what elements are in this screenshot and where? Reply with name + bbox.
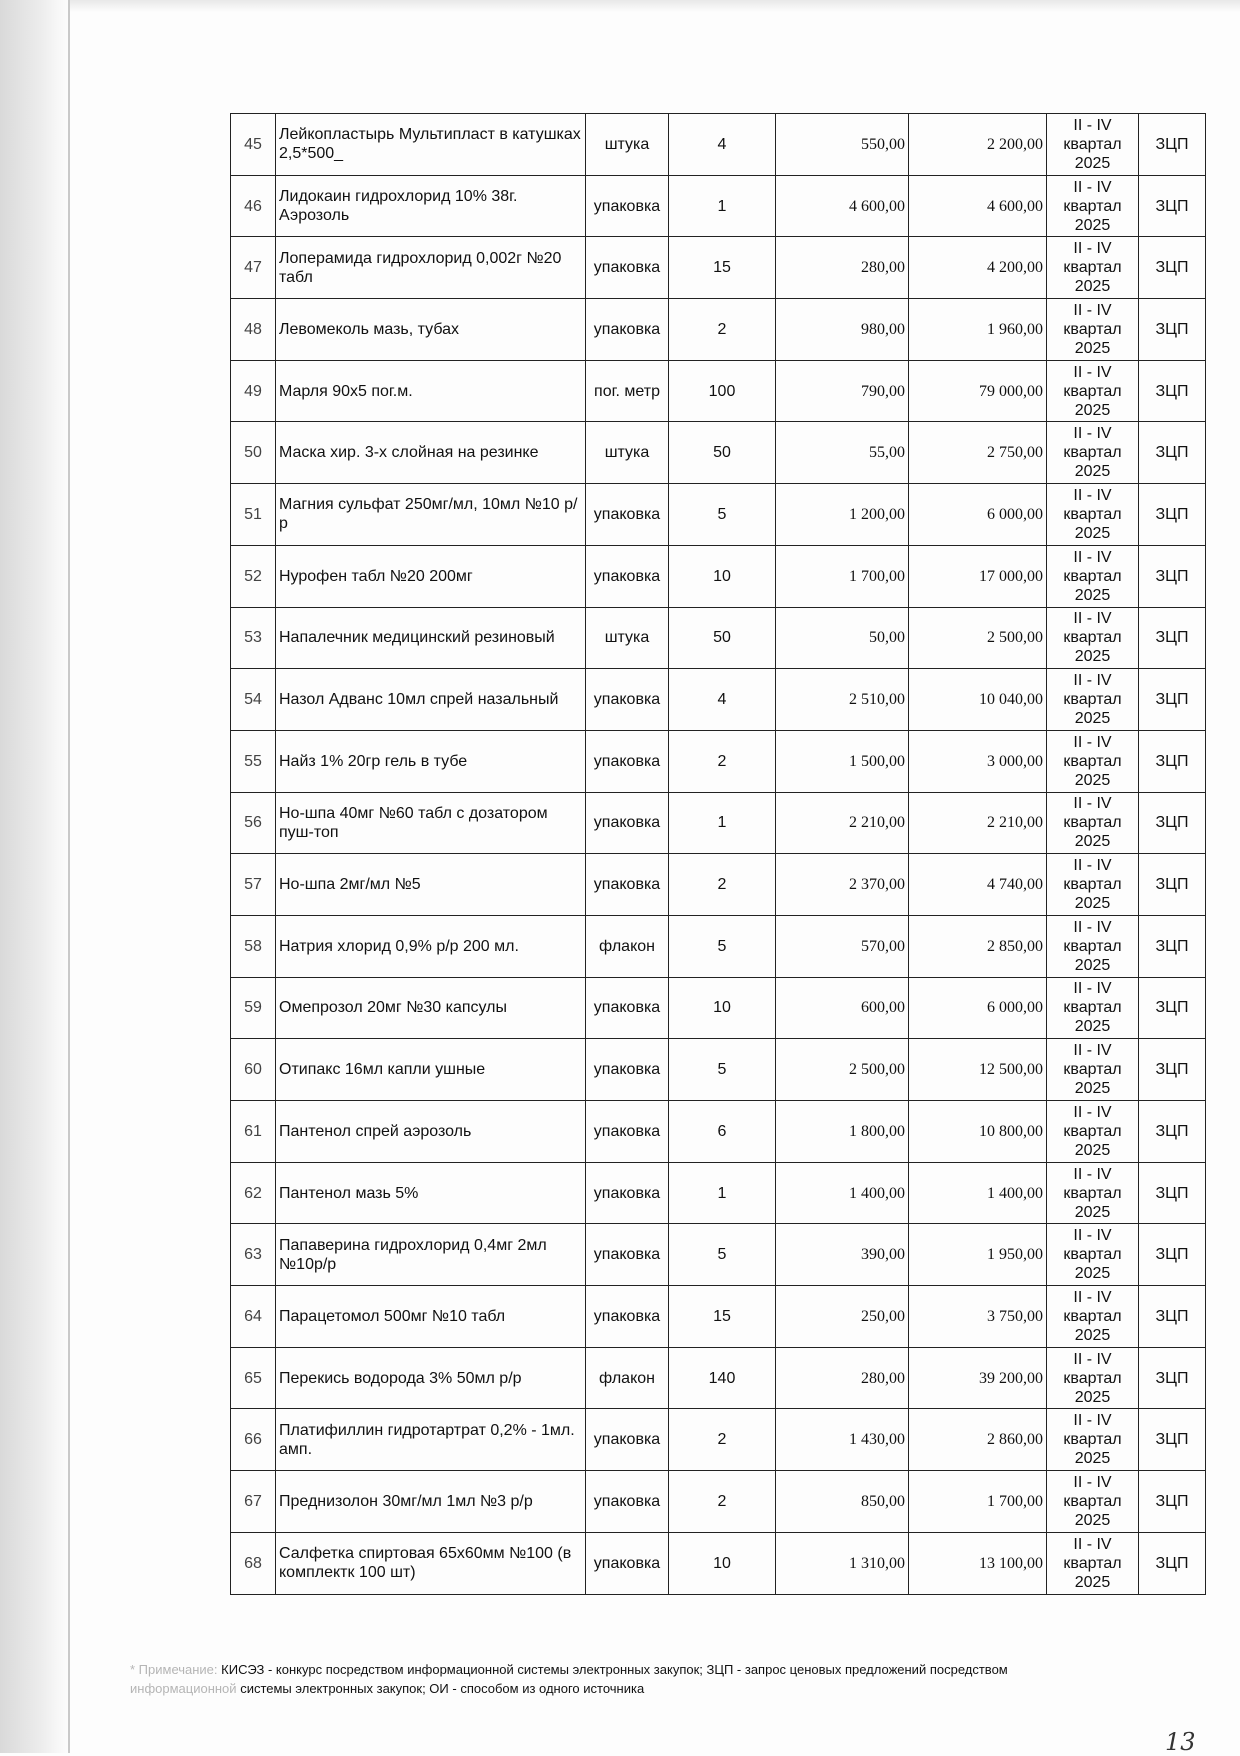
table-row xyxy=(231,915,1206,977)
footnote-prefix: * Примечание: xyxy=(130,1662,218,1677)
total-amount-cell: 1 400,00 xyxy=(909,1162,1047,1224)
item-name-cell: Марля 90х5 пог.м. xyxy=(276,360,586,422)
total-amount-cell: 79 000,00 xyxy=(909,360,1047,422)
table-row xyxy=(231,1224,1206,1286)
table-row xyxy=(231,977,1206,1039)
quantity-cell: 1 xyxy=(669,175,776,237)
procurement-method-cell: ЗЦП xyxy=(1139,669,1206,731)
total-amount-cell: 12 500,00 xyxy=(909,1039,1047,1101)
row-number-cell: 45 xyxy=(231,114,276,176)
delivery-period-cell: II - IV квартал 2025 xyxy=(1047,1039,1139,1101)
delivery-period-cell: II - IV квартал 2025 xyxy=(1047,237,1139,299)
unit-price-cell: 790,00 xyxy=(776,360,909,422)
unit-price-cell: 2 370,00 xyxy=(776,854,909,916)
total-amount-cell: 13 100,00 xyxy=(909,1532,1047,1594)
table-row xyxy=(231,607,1206,669)
table-row xyxy=(231,1409,1206,1471)
procurement-table xyxy=(230,113,1206,1595)
procurement-method-cell: ЗЦП xyxy=(1139,1409,1206,1471)
total-amount-cell: 2 860,00 xyxy=(909,1409,1047,1471)
unit-price-cell: 50,00 xyxy=(776,607,909,669)
unit-price-cell: 570,00 xyxy=(776,915,909,977)
procurement-method-cell: ЗЦП xyxy=(1139,360,1206,422)
unit-of-measure-cell: штука xyxy=(586,422,669,484)
item-name-cell: Папаверина гидрохлорид 0,4мг 2мл №10р/р xyxy=(276,1224,586,1286)
row-number-cell: 52 xyxy=(231,545,276,607)
unit-of-measure-cell: упаковка xyxy=(586,175,669,237)
item-name-cell: Нурофен табл №20 200мг xyxy=(276,545,586,607)
total-amount-cell: 17 000,00 xyxy=(909,545,1047,607)
unit-price-cell: 2 500,00 xyxy=(776,1039,909,1101)
table-row xyxy=(231,360,1206,422)
procurement-method-cell: ЗЦП xyxy=(1139,422,1206,484)
footnote-text-2: системы электронных закупок; ОИ - способом из одного источника xyxy=(240,1681,645,1696)
total-amount-cell: 2 210,00 xyxy=(909,792,1047,854)
item-name-cell: Но-шпа 40мг №60 табл с дозатором пуш-топ xyxy=(276,792,586,854)
unit-price-cell: 55,00 xyxy=(776,422,909,484)
unit-of-measure-cell: упаковка xyxy=(586,237,669,299)
total-amount-cell: 4 600,00 xyxy=(909,175,1047,237)
table-row xyxy=(231,1471,1206,1533)
procurement-method-cell: ЗЦП xyxy=(1139,1162,1206,1224)
item-name-cell: Парацетомол 500мг №10 табл xyxy=(276,1286,586,1348)
quantity-cell: 140 xyxy=(669,1347,776,1409)
delivery-period-cell: II - IV квартал 2025 xyxy=(1047,669,1139,731)
row-number-cell: 50 xyxy=(231,422,276,484)
unit-of-measure-cell: упаковка xyxy=(586,484,669,546)
delivery-period-cell: II - IV квартал 2025 xyxy=(1047,1347,1139,1409)
table-row xyxy=(231,1347,1206,1409)
quantity-cell: 2 xyxy=(669,730,776,792)
procurement-method-cell: ЗЦП xyxy=(1139,1471,1206,1533)
unit-price-cell: 1 800,00 xyxy=(776,1101,909,1163)
unit-of-measure-cell: флакон xyxy=(586,915,669,977)
scan-fold-line xyxy=(68,0,70,1753)
unit-price-cell: 550,00 xyxy=(776,114,909,176)
total-amount-cell: 2 850,00 xyxy=(909,915,1047,977)
item-name-cell: Омепрозол 20мг №30 капсулы xyxy=(276,977,586,1039)
total-amount-cell: 6 000,00 xyxy=(909,484,1047,546)
procurement-method-cell: ЗЦП xyxy=(1139,915,1206,977)
procurement-method-cell: ЗЦП xyxy=(1139,114,1206,176)
unit-price-cell: 2 510,00 xyxy=(776,669,909,731)
delivery-period-cell: II - IV квартал 2025 xyxy=(1047,1101,1139,1163)
quantity-cell: 1 xyxy=(669,1162,776,1224)
unit-price-cell: 1 500,00 xyxy=(776,730,909,792)
quantity-cell: 2 xyxy=(669,854,776,916)
procurement-method-cell: ЗЦП xyxy=(1139,1039,1206,1101)
unit-of-measure-cell: упаковка xyxy=(586,1224,669,1286)
unit-of-measure-cell: упаковка xyxy=(586,854,669,916)
row-number-cell: 48 xyxy=(231,299,276,361)
unit-of-measure-cell: флакон xyxy=(586,1347,669,1409)
delivery-period-cell: II - IV квартал 2025 xyxy=(1047,422,1139,484)
table-row xyxy=(231,175,1206,237)
table-row xyxy=(231,669,1206,731)
row-number-cell: 60 xyxy=(231,1039,276,1101)
delivery-period-cell: II - IV квартал 2025 xyxy=(1047,607,1139,669)
procurement-method-cell: ЗЦП xyxy=(1139,1532,1206,1594)
unit-of-measure-cell: пог. метр xyxy=(586,360,669,422)
procurement-method-cell: ЗЦП xyxy=(1139,175,1206,237)
scan-top-edge xyxy=(70,0,1240,12)
quantity-cell: 5 xyxy=(669,1224,776,1286)
row-number-cell: 68 xyxy=(231,1532,276,1594)
total-amount-cell: 3 750,00 xyxy=(909,1286,1047,1348)
row-number-cell: 62 xyxy=(231,1162,276,1224)
table-row xyxy=(231,1162,1206,1224)
item-name-cell: Натрия хлорид 0,9% р/р 200 мл. xyxy=(276,915,586,977)
row-number-cell: 53 xyxy=(231,607,276,669)
delivery-period-cell: II - IV квартал 2025 xyxy=(1047,360,1139,422)
unit-price-cell: 1 430,00 xyxy=(776,1409,909,1471)
unit-of-measure-cell: штука xyxy=(586,114,669,176)
unit-price-cell: 250,00 xyxy=(776,1286,909,1348)
item-name-cell: Но-шпа 2мг/мл №5 xyxy=(276,854,586,916)
item-name-cell: Лейкопластырь Мультипласт в катушках 2,5*500_ xyxy=(276,114,586,176)
quantity-cell: 5 xyxy=(669,915,776,977)
scan-shadow-edge xyxy=(0,0,70,1753)
unit-of-measure-cell: упаковка xyxy=(586,1532,669,1594)
footnote xyxy=(130,1660,1130,1698)
footnote-faded-word: информационной xyxy=(130,1681,237,1696)
row-number-cell: 46 xyxy=(231,175,276,237)
procurement-method-cell: ЗЦП xyxy=(1139,730,1206,792)
item-name-cell: Маска хир. 3-х слойная на резинке xyxy=(276,422,586,484)
unit-price-cell: 980,00 xyxy=(776,299,909,361)
procurement-method-cell: ЗЦП xyxy=(1139,977,1206,1039)
total-amount-cell: 10 800,00 xyxy=(909,1101,1047,1163)
item-name-cell: Пантенол мазь 5% xyxy=(276,1162,586,1224)
procurement-method-cell: ЗЦП xyxy=(1139,1224,1206,1286)
procurement-method-cell: ЗЦП xyxy=(1139,1286,1206,1348)
procurement-method-cell: ЗЦП xyxy=(1139,484,1206,546)
unit-of-measure-cell: штука xyxy=(586,607,669,669)
item-name-cell: Назол Адванс 10мл спрей назальный xyxy=(276,669,586,731)
total-amount-cell: 1 960,00 xyxy=(909,299,1047,361)
unit-price-cell: 850,00 xyxy=(776,1471,909,1533)
total-amount-cell: 3 000,00 xyxy=(909,730,1047,792)
quantity-cell: 2 xyxy=(669,1471,776,1533)
item-name-cell: Салфетка спиртовая 65х60мм №100 (в комплектк 100 шт) xyxy=(276,1532,586,1594)
item-name-cell: Напалечник медицинский резиновый xyxy=(276,607,586,669)
quantity-cell: 5 xyxy=(669,484,776,546)
delivery-period-cell: II - IV квартал 2025 xyxy=(1047,1409,1139,1471)
table-row xyxy=(231,1286,1206,1348)
procurement-method-cell: ЗЦП xyxy=(1139,545,1206,607)
delivery-period-cell: II - IV квартал 2025 xyxy=(1047,730,1139,792)
unit-of-measure-cell: упаковка xyxy=(586,1286,669,1348)
quantity-cell: 50 xyxy=(669,422,776,484)
procurement-method-cell: ЗЦП xyxy=(1139,1101,1206,1163)
handwritten-page-number: 13 xyxy=(1165,1728,1196,1756)
table-row xyxy=(231,114,1206,176)
table-row xyxy=(231,545,1206,607)
delivery-period-cell: II - IV квартал 2025 xyxy=(1047,114,1139,176)
procurement-method-cell: ЗЦП xyxy=(1139,299,1206,361)
delivery-period-cell: II - IV квартал 2025 xyxy=(1047,1532,1139,1594)
item-name-cell: Отипакс 16мл капли ушные xyxy=(276,1039,586,1101)
row-number-cell: 67 xyxy=(231,1471,276,1533)
item-name-cell: Левомеколь мазь, тубах xyxy=(276,299,586,361)
unit-price-cell: 1 700,00 xyxy=(776,545,909,607)
table-row xyxy=(231,1039,1206,1101)
total-amount-cell: 2 750,00 xyxy=(909,422,1047,484)
item-name-cell: Перекись водорода 3% 50мл р/р xyxy=(276,1347,586,1409)
item-name-cell: Найз 1% 20гр гель в тубе xyxy=(276,730,586,792)
unit-of-measure-cell: упаковка xyxy=(586,545,669,607)
unit-of-measure-cell: упаковка xyxy=(586,1471,669,1533)
unit-of-measure-cell: упаковка xyxy=(586,1162,669,1224)
quantity-cell: 2 xyxy=(669,299,776,361)
unit-of-measure-cell: упаковка xyxy=(586,730,669,792)
unit-price-cell: 1 200,00 xyxy=(776,484,909,546)
quantity-cell: 10 xyxy=(669,1532,776,1594)
total-amount-cell: 39 200,00 xyxy=(909,1347,1047,1409)
delivery-period-cell: II - IV квартал 2025 xyxy=(1047,854,1139,916)
row-number-cell: 56 xyxy=(231,792,276,854)
table-row xyxy=(231,484,1206,546)
procurement-method-cell: ЗЦП xyxy=(1139,792,1206,854)
table-row xyxy=(231,854,1206,916)
unit-price-cell: 2 210,00 xyxy=(776,792,909,854)
quantity-cell: 2 xyxy=(669,1409,776,1471)
quantity-cell: 100 xyxy=(669,360,776,422)
total-amount-cell: 10 040,00 xyxy=(909,669,1047,731)
row-number-cell: 55 xyxy=(231,730,276,792)
unit-price-cell: 600,00 xyxy=(776,977,909,1039)
row-number-cell: 54 xyxy=(231,669,276,731)
unit-price-cell: 4 600,00 xyxy=(776,175,909,237)
delivery-period-cell: II - IV квартал 2025 xyxy=(1047,977,1139,1039)
procurement-method-cell: ЗЦП xyxy=(1139,854,1206,916)
footnote-line-1 xyxy=(130,1660,1130,1679)
unit-price-cell: 390,00 xyxy=(776,1224,909,1286)
item-name-cell: Преднизолон 30мг/мл 1мл №3 р/р xyxy=(276,1471,586,1533)
unit-of-measure-cell: упаковка xyxy=(586,1101,669,1163)
row-number-cell: 66 xyxy=(231,1409,276,1471)
quantity-cell: 6 xyxy=(669,1101,776,1163)
item-name-cell: Магния сульфат 250мг/мл, 10мл №10 р/р xyxy=(276,484,586,546)
quantity-cell: 10 xyxy=(669,977,776,1039)
footnote-line-2 xyxy=(130,1679,1130,1698)
quantity-cell: 50 xyxy=(669,607,776,669)
procurement-method-cell: ЗЦП xyxy=(1139,1347,1206,1409)
unit-of-measure-cell: упаковка xyxy=(586,1039,669,1101)
row-number-cell: 49 xyxy=(231,360,276,422)
table-row xyxy=(231,1101,1206,1163)
row-number-cell: 59 xyxy=(231,977,276,1039)
quantity-cell: 15 xyxy=(669,237,776,299)
total-amount-cell: 2 200,00 xyxy=(909,114,1047,176)
row-number-cell: 51 xyxy=(231,484,276,546)
unit-of-measure-cell: упаковка xyxy=(586,1409,669,1471)
table-row xyxy=(231,299,1206,361)
delivery-period-cell: II - IV квартал 2025 xyxy=(1047,792,1139,854)
unit-price-cell: 280,00 xyxy=(776,237,909,299)
total-amount-cell: 4 200,00 xyxy=(909,237,1047,299)
delivery-period-cell: II - IV квартал 2025 xyxy=(1047,545,1139,607)
item-name-cell: Платифиллин гидротартрат 0,2% - 1мл. амп. xyxy=(276,1409,586,1471)
row-number-cell: 58 xyxy=(231,915,276,977)
delivery-period-cell: II - IV квартал 2025 xyxy=(1047,1286,1139,1348)
table-row xyxy=(231,237,1206,299)
unit-price-cell: 280,00 xyxy=(776,1347,909,1409)
delivery-period-cell: II - IV квартал 2025 xyxy=(1047,299,1139,361)
quantity-cell: 1 xyxy=(669,792,776,854)
unit-price-cell: 1 400,00 xyxy=(776,1162,909,1224)
row-number-cell: 61 xyxy=(231,1101,276,1163)
delivery-period-cell: II - IV квартал 2025 xyxy=(1047,1471,1139,1533)
quantity-cell: 15 xyxy=(669,1286,776,1348)
row-number-cell: 64 xyxy=(231,1286,276,1348)
item-name-cell: Лидокаин гидрохлорид 10% 38г. Аэрозоль xyxy=(276,175,586,237)
total-amount-cell: 6 000,00 xyxy=(909,977,1047,1039)
delivery-period-cell: II - IV квартал 2025 xyxy=(1047,484,1139,546)
quantity-cell: 4 xyxy=(669,114,776,176)
procurement-method-cell: ЗЦП xyxy=(1139,237,1206,299)
item-name-cell: Лоперамида гидрохлорид 0,002г №20 табл xyxy=(276,237,586,299)
unit-of-measure-cell: упаковка xyxy=(586,792,669,854)
delivery-period-cell: II - IV квартал 2025 xyxy=(1047,175,1139,237)
unit-price-cell: 1 310,00 xyxy=(776,1532,909,1594)
table-row xyxy=(231,730,1206,792)
total-amount-cell: 4 740,00 xyxy=(909,854,1047,916)
delivery-period-cell: II - IV квартал 2025 xyxy=(1047,1162,1139,1224)
table-row xyxy=(231,1532,1206,1594)
quantity-cell: 4 xyxy=(669,669,776,731)
total-amount-cell: 1 950,00 xyxy=(909,1224,1047,1286)
unit-of-measure-cell: упаковка xyxy=(586,299,669,361)
unit-of-measure-cell: упаковка xyxy=(586,669,669,731)
total-amount-cell: 2 500,00 xyxy=(909,607,1047,669)
footnote-text-1: КИСЭЗ - конкурс посредством информационной системы электронных закупок; ЗЦП - запрос ценовых предложений посредством xyxy=(221,1662,1008,1677)
delivery-period-cell: II - IV квартал 2025 xyxy=(1047,1224,1139,1286)
delivery-period-cell: II - IV квартал 2025 xyxy=(1047,915,1139,977)
total-amount-cell: 1 700,00 xyxy=(909,1471,1047,1533)
table-body xyxy=(231,114,1206,1595)
row-number-cell: 47 xyxy=(231,237,276,299)
row-number-cell: 57 xyxy=(231,854,276,916)
row-number-cell: 63 xyxy=(231,1224,276,1286)
table-row xyxy=(231,422,1206,484)
row-number-cell: 65 xyxy=(231,1347,276,1409)
table-row xyxy=(231,792,1206,854)
procurement-method-cell: ЗЦП xyxy=(1139,607,1206,669)
unit-of-measure-cell: упаковка xyxy=(586,977,669,1039)
quantity-cell: 5 xyxy=(669,1039,776,1101)
item-name-cell: Пантенол спрей аэрозоль xyxy=(276,1101,586,1163)
quantity-cell: 10 xyxy=(669,545,776,607)
